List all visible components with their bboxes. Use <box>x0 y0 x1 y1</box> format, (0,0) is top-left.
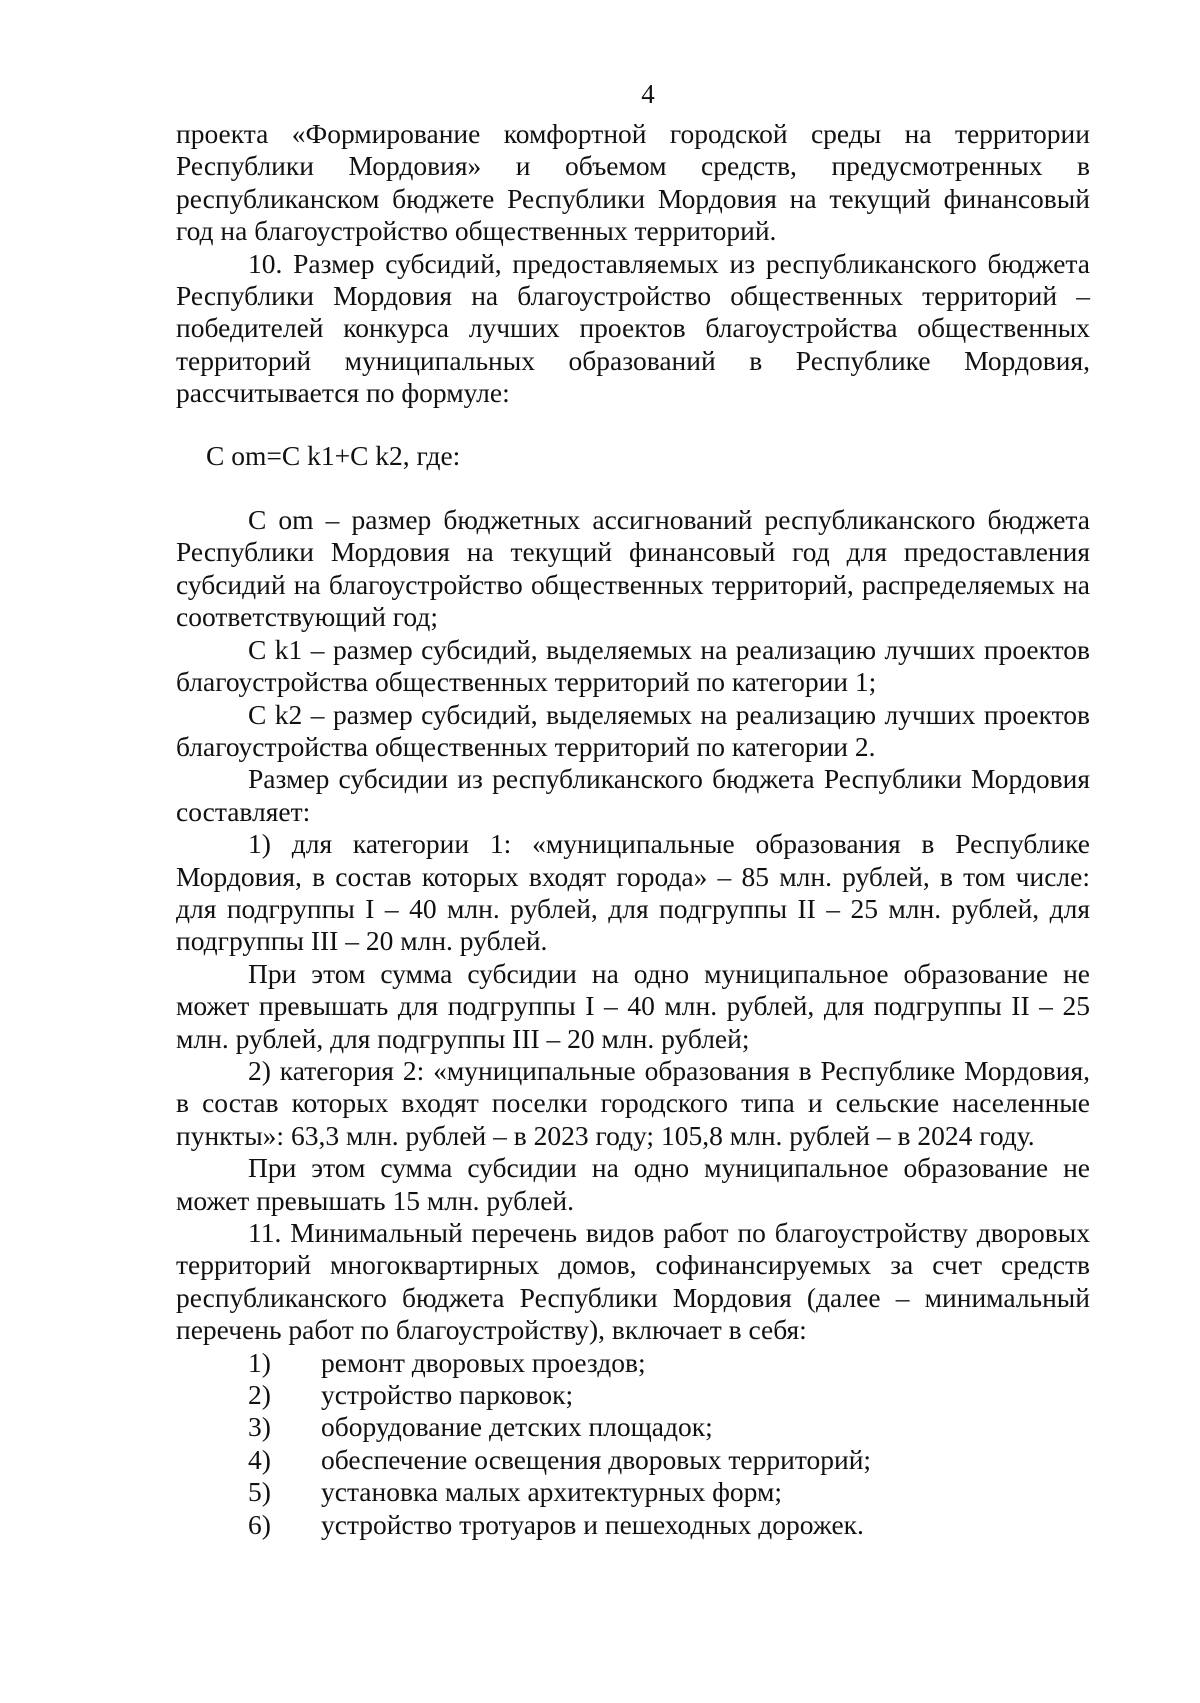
list-item-text: оборудование детских площадок; <box>321 1411 713 1443</box>
list-item-number: 3) <box>248 1411 271 1443</box>
paragraph-category-2: 2) категория 2: «муниципальные образования в Республике Мордовия, в состав которых входят поселки городского типа и сельские населенные пункты»: 63,3 млн. рублей – в 2023 году; 105,8 млн. рублей – в 2024 году. <box>176 1054 1090 1151</box>
list-item-text: устройство тротуаров и пешеходных дорожек. <box>321 1508 864 1540</box>
paragraph-subsidy-size: Размер субсидии из республиканского бюджета Республики Мордовия составляет: <box>176 763 1090 827</box>
list-item <box>176 1411 1090 1443</box>
paragraph-clause-10: 10. Размер субсидий, предоставляемых из республиканского бюджета Республики Мордовия на благоустройство общественных территорий – победителей конкурса лучших проектов благоустройства общественных территорий муниципальных образований в Республике Мордовия, рассчитывается по формуле: <box>176 247 1090 409</box>
list-item-number: 6) <box>248 1508 271 1540</box>
list-item-text: установка малых архитектурных форм; <box>321 1476 783 1508</box>
list-item-number: 1) <box>248 1346 271 1378</box>
list-item <box>176 1476 1090 1508</box>
paragraph-category-2-limit: При этом сумма субсидии на одно муниципальное образование не может превышать 15 млн. рублей. <box>176 1152 1090 1216</box>
list-item-number: 2) <box>248 1379 271 1411</box>
list-item-number: 4) <box>248 1443 271 1475</box>
paragraph-c-om: C om – размер бюджетных ассигнований республиканского бюджета Республики Мордовия на текущий финансовый год для предоставления субсидий на благоустройство общественных территорий, распределяемых на соответствующий год; <box>176 504 1090 633</box>
list-item-number: 5) <box>248 1476 271 1508</box>
formula: C om=C k1+C k2, где: <box>206 439 461 471</box>
paragraph-continuation: проекта «Формирование комфортной городской среды на территории Республики Мордовия» и объемом средств, предусмотренных в республиканском бюджете Республики Мордовия на текущий финансовый год на благоустройство общественных территорий. <box>176 118 1090 247</box>
list-item <box>176 1379 1090 1411</box>
list-item <box>176 1444 1090 1476</box>
list-item-text: обеспечение освещения дворовых территорий; <box>321 1443 872 1475</box>
list-item <box>176 1347 1090 1379</box>
paragraph-c-k1: C k1 – размер субсидий, выделяемых на реализацию лучших проектов благоустройства общественных территорий по категории 1; <box>176 633 1090 698</box>
paragraph-category-1-limit: При этом сумма субсидии на одно муниципальное образование не может превышать для подгруппы I – 40 млн. рублей, для подгруппы II – 25 млн. рублей, для подгруппы III – 20 млн. рублей; <box>176 957 1090 1054</box>
list-item-text: ремонт дворовых проездов; <box>321 1346 646 1378</box>
paragraph-clause-11: 11. Минимальный перечень видов работ по благоустройству дворовых территорий многоквартирных домов, софинансируемых за счет средств республиканского бюджета Республики Мордовия (далее – минимальный перечень работ по благоустройству), включает в себя: <box>176 1217 1090 1346</box>
list-item-text: устройство парковок; <box>321 1379 574 1411</box>
works-list <box>176 1347 1090 1541</box>
page-number: 4 <box>641 79 655 109</box>
document-body <box>176 118 1090 1541</box>
paragraph-c-k2: C k2 – размер субсидий, выделяемых на реализацию лучших проектов благоустройства общественных территорий по категории 2. <box>176 698 1090 762</box>
paragraph-category-1: 1) для категории 1: «муниципальные образования в Республике Мордовия, в состав которых входят города» – 85 млн. рублей, в том числе: для подгруппы I – 40 млн. рублей, для подгруппы II – 25 млн. рублей, для подгруппы III – 20 млн. рублей. <box>176 828 1090 957</box>
list-item <box>176 1509 1090 1541</box>
